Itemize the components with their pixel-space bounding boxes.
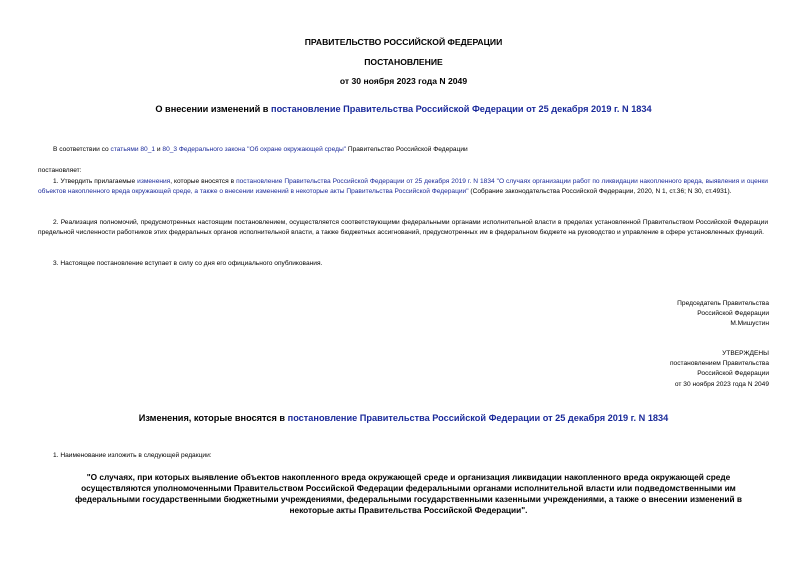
changes-title-prefix: Изменения, которые вносятся в <box>138 413 288 423</box>
approval-line-2: постановлением Правительства <box>669 360 769 368</box>
signature-block <box>677 299 769 330</box>
preamble-text-1: В соответствии со <box>53 146 111 153</box>
item-1-text-3: (Собрание законодательства Российской Федерации, 2020, N 1, ст.36; N 30, ст.4931). <box>468 188 732 196</box>
item-3: 3. Настоящее постановление вступает в силу со дня его официального опубликования. <box>53 260 323 267</box>
decree-word: постановляет: <box>38 167 82 174</box>
signature-position: Председатель Правительства <box>677 300 769 307</box>
document-date-number: от 30 ноября 2023 года N 2049 <box>339 76 468 86</box>
item-1-link-resolution[interactable]: постановление Правительства Российской Федерации от 25 декабря 2019 г. N 1834 "О случаях организации работ по ликвидации накопленного вреда, выявления и оценки объектов накопленного вреда окружающей среде, а также о внесении изменений в некоторые акты Правительства Российской Федерации" <box>38 178 768 196</box>
item-2: 2. Реализация полномочий, предусмотренных настоящим постановлением, осуществляется соответствующими федеральными органами исполнительной власти в пределах установленной Правительством Российской Федерации предельной численности работников этих федеральных органов исполнительной власти, а также бюджетных ассигнований, предусмотренных им в федеральном бюджете на руководство и управление в сфере установленных функций. <box>38 219 768 237</box>
preamble-link-articles[interactable]: статьями 80_1 <box>110 146 156 153</box>
approval-block <box>670 349 769 390</box>
change-1-quote: "О случаях, при которых выявление объектов накопленного вреда окружающей среде и организация ликвидации накопленного вреда окружающей среде осуществляются уполномоченными Правительством Российской Федерации федеральными органами исполнительной власти или подведомственными им федеральными государственными бюджетными учреждениями, федеральными государственными казенными учреждениями, а также о внесении изменений в некоторые акты Правительства Российской Федерации". <box>75 472 742 515</box>
document-title <box>0 104 807 114</box>
item-1 <box>38 177 768 197</box>
approval-line-4: от 30 ноября 2023 года N 2049 <box>674 380 769 388</box>
preamble-text-2: и <box>155 146 163 153</box>
title-link[interactable]: постановление Правительства Российской Федерации от 25 декабря 2019 г. N 1834 <box>271 104 652 114</box>
approval-line-1: УТВЕРЖДЕНЫ <box>722 350 769 357</box>
approval-line-3: Российской Федерации <box>697 370 769 378</box>
item-1-text-1: 1. Утвердить прилагаемые <box>53 178 138 185</box>
item-1-text-2: , которые вносятся в <box>170 178 237 185</box>
preamble-text-3: Правительство Российской Федерации <box>346 146 468 153</box>
change-1-intro: 1. Наименование изложить в следующей редакции: <box>53 452 212 459</box>
changes-title <box>0 413 807 423</box>
document-type: ПОСТАНОВЛЕНИЕ <box>364 57 443 67</box>
item-1-link-changes[interactable]: изменения <box>137 178 171 185</box>
signature-country: Российской Федерации <box>697 310 769 318</box>
changes-title-link[interactable]: постановление Правительства Российской Федерации от 25 декабря 2019 г. N 1834 <box>287 413 669 423</box>
preamble-link-law[interactable]: 80_3 Федерального закона "Об охране окружающей среды" <box>162 146 347 153</box>
signature-name: М.Мишустин <box>730 320 769 328</box>
issuing-authority: ПРАВИТЕЛЬСТВО РОССИЙСКОЙ ФЕДЕРАЦИИ <box>304 37 503 47</box>
title-prefix: О внесении изменений в <box>155 104 272 114</box>
preamble <box>53 145 773 155</box>
